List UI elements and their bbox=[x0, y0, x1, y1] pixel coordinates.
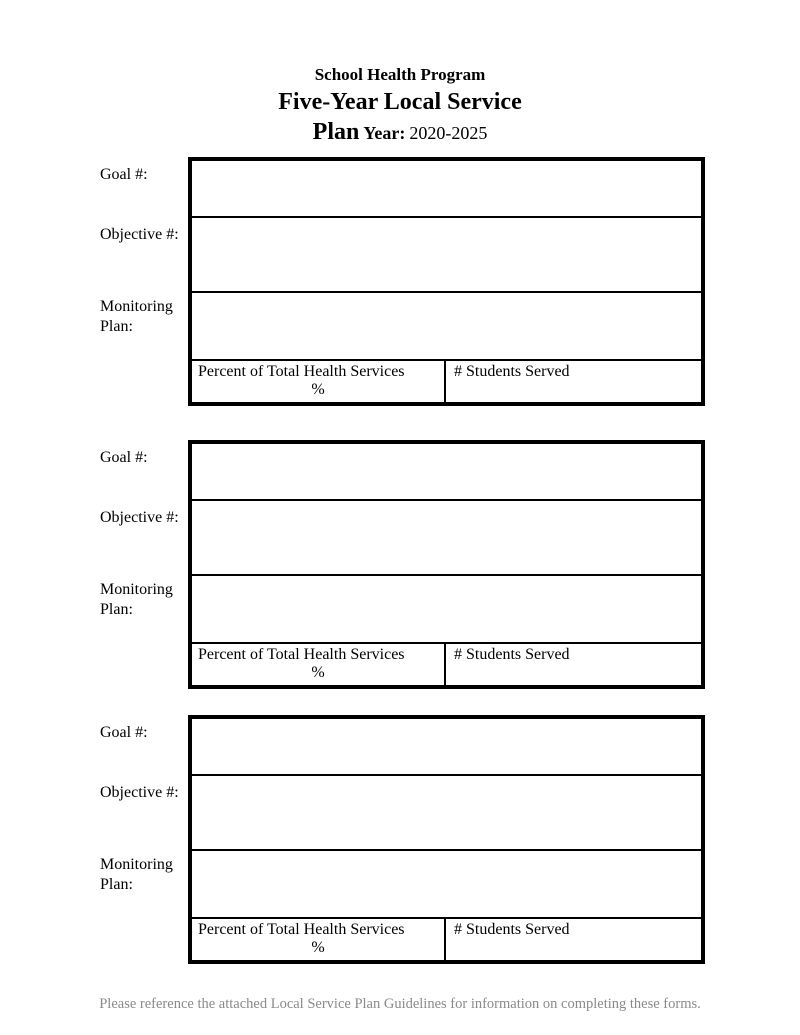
monitoring-plan-label-line1: Monitoring bbox=[100, 856, 173, 873]
metrics-row bbox=[192, 644, 701, 685]
students-served-field[interactable] bbox=[446, 919, 701, 960]
metrics-row bbox=[192, 919, 701, 960]
monitoring-plan-label bbox=[100, 580, 186, 620]
plan-table bbox=[188, 440, 705, 689]
monitoring-plan-label-line2: Plan: bbox=[100, 876, 133, 893]
percent-symbol: % bbox=[311, 664, 325, 681]
monitoring-plan-label-line1: Monitoring bbox=[100, 298, 173, 315]
percent-symbol: % bbox=[311, 939, 325, 956]
monitoring-plan-field[interactable] bbox=[192, 293, 701, 361]
plan-title: Five-Year Local Service bbox=[278, 89, 522, 115]
document-header bbox=[0, 62, 800, 150]
plan-block-3 bbox=[0, 715, 800, 975]
objective-field[interactable] bbox=[192, 776, 701, 851]
footer-note: Please reference the attached Local Service Plan Guidelines for information on completing these forms. bbox=[99, 996, 701, 1012]
students-served-field[interactable] bbox=[446, 644, 701, 685]
percent-symbol: % bbox=[311, 381, 325, 398]
monitoring-plan-field[interactable] bbox=[192, 851, 701, 919]
plan-word: Plan bbox=[312, 119, 360, 145]
monitoring-plan-label bbox=[100, 297, 186, 337]
percent-header-label: Percent of Total Health Services bbox=[198, 363, 405, 380]
goal-label: Goal #: bbox=[100, 449, 148, 466]
monitoring-plan-label bbox=[100, 855, 186, 895]
plan-table bbox=[188, 715, 705, 964]
plan-table bbox=[188, 157, 705, 406]
goal-label: Goal #: bbox=[100, 724, 148, 741]
objective-label: Objective #: bbox=[100, 509, 179, 526]
objective-label: Objective #: bbox=[100, 784, 179, 801]
plan-year-line bbox=[0, 117, 800, 150]
year-value: 2020-2025 bbox=[409, 123, 488, 143]
program-title: School Health Program bbox=[314, 65, 486, 84]
objective-label: Objective #: bbox=[100, 226, 179, 243]
objective-field[interactable] bbox=[192, 218, 701, 293]
monitoring-plan-label-line2: Plan: bbox=[100, 601, 133, 618]
percent-header-label: Percent of Total Health Services bbox=[198, 921, 405, 938]
percent-of-total-health-services-field[interactable] bbox=[192, 919, 446, 960]
percent-of-total-health-services-field[interactable] bbox=[192, 644, 446, 685]
monitoring-plan-label-line1: Monitoring bbox=[100, 581, 173, 598]
goal-field[interactable] bbox=[192, 444, 701, 501]
monitoring-plan-field[interactable] bbox=[192, 576, 701, 644]
students-served-field[interactable] bbox=[446, 361, 701, 402]
monitoring-plan-label-line2: Plan: bbox=[100, 318, 133, 335]
students-header-label: # Students Served bbox=[454, 921, 570, 938]
year-label: Year: bbox=[363, 123, 406, 143]
metrics-row bbox=[192, 361, 701, 402]
percent-of-total-health-services-field[interactable] bbox=[192, 361, 446, 402]
objective-field[interactable] bbox=[192, 501, 701, 576]
goal-field[interactable] bbox=[192, 719, 701, 776]
goal-label: Goal #: bbox=[100, 166, 148, 183]
plan-block-2 bbox=[0, 440, 800, 700]
percent-header-label: Percent of Total Health Services bbox=[198, 646, 405, 663]
goal-field[interactable] bbox=[192, 161, 701, 218]
students-header-label: # Students Served bbox=[454, 646, 570, 663]
plan-block-1 bbox=[0, 157, 800, 417]
students-header-label: # Students Served bbox=[454, 363, 570, 380]
